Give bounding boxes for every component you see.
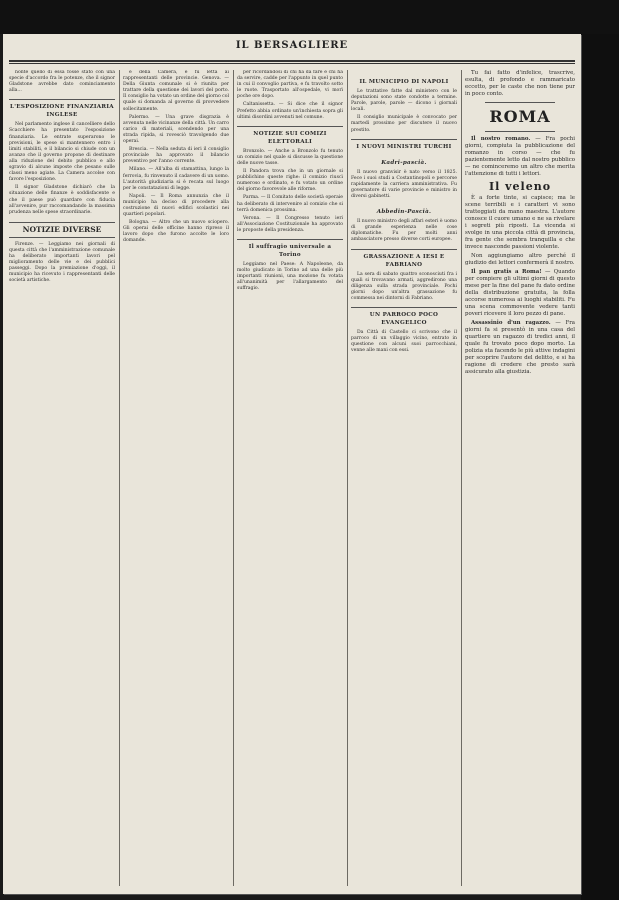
column-3 — [237, 70, 343, 888]
col1-heading-finanza: L'ESPOSIZIONE FINANZIARIA INGLESE — [9, 99, 115, 119]
column-separator — [233, 70, 234, 886]
column-separator — [119, 70, 120, 886]
col5-rule — [485, 131, 555, 132]
col5-runin-pane: Il pan gratis a Roma! — [471, 269, 542, 275]
col4-heading-ministri: I NUOVI MINISTRI TURCHI — [351, 139, 457, 151]
col5-heading-veleno: Il veleno — [488, 180, 552, 193]
scan-top-border — [0, 0, 619, 34]
col5-body-2b: Non aggiungiamo altro perché il giudizio dei lettori confermerà il nostro. — [465, 253, 575, 266]
col4-body: Le trattative fatte dal ministero con le deputazioni sono state condotte a termine. Parole, parole, parole — dicono i giornali locali. — [351, 89, 457, 113]
col3-body-2d: Verona. — Il Congresso tenuto ieri all'Associazione Costituzionale ha approvato le proposte della presidenza. — [237, 215, 343, 233]
col5-body: — Fra pochi giorni, compiuta la pubblicazione del romanzo in corso — che fu pazientemente letto dal nostro pubblico — ne cominceremo un altro che merita l'attenzione di tutti i lettori. — [465, 136, 575, 177]
scan-right-border — [581, 34, 619, 900]
col4-body-3: Il nuovo ministro degli affari esteri è uomo di grande esperienza nelle cose diplomatiche. Fu per molti anni ambasciatore presso diverse corti europee. — [351, 219, 457, 243]
col5-body-3: — Quando per compiere gli ultimi giorni di questo mese per la fine del pane fu dato ordine della distribuzione gratuita, la folla accorse numerosa ai luoghi stabiliti. Fu una scena commovente vedere tanti poveri ricevere il loro pezzo di pane. — [465, 269, 575, 317]
column-separator — [461, 70, 462, 886]
col5-body-2: È a forte tinte, si capisce; ma le scene terribili e i caratteri vi sono tratteggiati da mano maestra. L'autore conosce il cuore umano e ne sa rivelare i segreti più riposti. La vicenda si svolge in una piccola città di provincia, fra gente che sembra tranquilla e che invece nasconde passioni violente. — [465, 195, 575, 250]
col4-subheading-kadri: Kadri-pascià. — [381, 159, 427, 166]
column-1 — [9, 70, 115, 888]
col5-body-4: — Fra giorni fa si presentò in una casa del quartiere un ragazzo di tredici anni, il quale fu trovato poco dopo morto. La polizia sta facendo le più attive indagini per scoprire l'autore del delitto, e si ha ragione di credere che presto sarà assicurato alla giustizia. — [465, 320, 575, 375]
col3-body-2c: Parma. — Il Comitato delle società operaie ha deliberato di intervenire al comizio che si terrà domenica prossima. — [237, 195, 343, 213]
col2-body: e della Camera, e fu letta ai rappresentanti delle provincie. Genova. — Della Giunta comunale si è riunita per trattare della questione dei lavori del porto. Il consiglio ha votato un ordine del giorno col quale si domanda al governo di provvedere sollecitamente. — [123, 70, 229, 112]
col5-rule — [485, 102, 555, 103]
col3-body-2: Bronzolo. — Anche a Bronzolo fu tenuto un comizio nel quale si discusse la questione delle nuove tasse. — [237, 148, 343, 166]
col4-subheading-abbedin: Abbedin-Pascià. — [376, 209, 432, 216]
col3-body-b: Caltanissetta. — Si dice che il signor Prefetto abbia ordinato un'inchiesta sopra gli ultimi disordini avvenuti nel comune. — [237, 102, 343, 120]
col4-body-4: La sera di sabato quattro sconosciuti fra i quali si trovavano armati, aggredirono una diligenza sulla strada provinciale. Pochi giorni dopo un'altra grassazione fu commessa nei dintorni di Fabriano. — [351, 271, 457, 301]
col4-body-2: Il nuovo granvisir è nato verso il 1825. Fece i suoi studi a Costantinopoli e percorse rapidamente la carriera amministrativa. Fu governatore di varie provincie e ministro in diversi gabinetti. — [351, 169, 457, 200]
col4-heading-grassazione: GRASSAZIONE A IESI E FABRIANO — [351, 249, 457, 269]
col3-body-2b: Il Pandora trova che in un giornale si pubblichino queste righe: il comizio riuscì numeroso e ordinato, e fu votato un ordine del giorno favorevole alle riforme. — [237, 169, 343, 193]
column-4 — [351, 70, 457, 888]
col1-body-b: Il signor Gladstone dichiarò che la situazione delle finanze è soddisfacente e che il paese può guardare con fiducia all'avvenire, pur raccomandando la massima prudenza nelle spese straordinarie. — [9, 185, 115, 215]
col2-body-c: Brescia. — Nella seduta di ieri il consiglio provinciale ha approvato il bilancio preventivo per l'anno corrente. — [123, 147, 229, 165]
col3-body: per ricordandosi di chi ha da fare e chi ha da servire, cadde per l'appunto in quel punto in cui il convoglio partiva, e fu travolto sotto le ruote. Trasportato all'ospedale, vi morì poche ore dopo. — [237, 70, 343, 100]
col4-body-b: Il consiglio municipale è convocato per martedì prossimo per discutere il nuovo prestito. — [351, 115, 457, 133]
col3-body-3: Leggiamo nel Paese: A Napoleone, da molto giudicato in Torino ad una delle più importanti riunioni, una mozione fu votata all'unanimità per l'allargamento del suffragio. — [237, 261, 343, 292]
masthead-title: IL BERSAGLIERE — [235, 40, 349, 51]
column-5 — [465, 70, 575, 888]
col5-runin-romanzo: Il nostro romano. — [471, 136, 531, 142]
col5-runin-assassinio: Assassinio d'un ragazzo. — [471, 320, 551, 326]
col2-body-d: Milano. — All'alba di stamattina, lungo la ferrovia, fu rinvenuto il cadavere di un uomo. L'autorità giudiziaria si è recata sul luogo per le constatazioni di legge. — [123, 167, 229, 191]
masthead-rule-thin — [9, 63, 575, 64]
column-2 — [123, 70, 229, 888]
col4-body-5: Da Città di Castello ci scrivono che il parroco di un villaggio vicino, entrato in questione con alcuni suoi parrocchiani, venne alle mani con essi. — [351, 329, 457, 354]
col5-heading-roma: ROMA — [489, 107, 551, 126]
col1-heading-notizie: NOTIZIE DIVERSE — [9, 222, 115, 238]
column-separator — [347, 70, 348, 886]
newspaper-page — [3, 34, 581, 894]
col5-lead: Tu fai fatto d'infelice, trascrive, esulta, di profondo e rammaricato eccetto, per le caste che non tiene pur in poco conto. — [465, 70, 575, 97]
col2-body-b: Palermo. — Una grave disgrazia è avvenuta nelle vicinanze della città. Un carro carico di materiali, scendendo per una strada ripida, si rovesciò travolgendo due operai. — [123, 114, 229, 145]
col1-body: Nel parlamento inglese il cancelliere dello Scacchiere ha presentato l'esposizione finanziaria. Le entrate superarono le previsioni, le spese si mantennero entro i limiti stabiliti, e il bilancio si chiude con un avanzo che il governo propone di destinare alla riduzione del debito pubblico e allo sgravio di alcune imposte che pesano sulle classi meno agiate. La Camera accolse con favore l'esposizione. — [9, 122, 115, 183]
col1-lead: nonte quello di essa fosse stato con una specie d'accordo fra le potenze, che il signor Gladstone avrebbe dato cominciamento alla... — [9, 70, 115, 94]
col2-body-f: Bologna. — Altro che un nuovo sciopero. Gli operai delle officine hanno ripreso il lavoro dopo che furono accolte le loro domande. — [123, 220, 229, 244]
col3-heading-comizi: NOTIZIE SUI COMIZI ELETTORALI — [237, 126, 343, 146]
col2-body-e: Napoli. — Il Roma annunzia che il municipio ha deciso di procedere alla costruzione di nuovi edifici scolastici nei quartieri popolari. — [123, 193, 229, 218]
col1-body-notizie: Firenze. — Leggiamo nei giornali di questa città che l'amministrazione comunale ha deliberato importanti lavori pel miglioramento delle vie e dei pubblici passeggi. Dopo la premiazione d'oggi, il municipio ha ricevuto i rappresentanti delle società artistiche. — [9, 241, 115, 284]
col4-heading-municipio: IL MUNICIPIO DI NAPOLI — [359, 79, 449, 85]
masthead-rule — [9, 60, 575, 62]
col3-heading-suffragio: Il suffragio universale a Torino — [237, 239, 343, 259]
col4-heading-parroco: UN PARROCO POCO EVANGELICO — [351, 307, 457, 327]
